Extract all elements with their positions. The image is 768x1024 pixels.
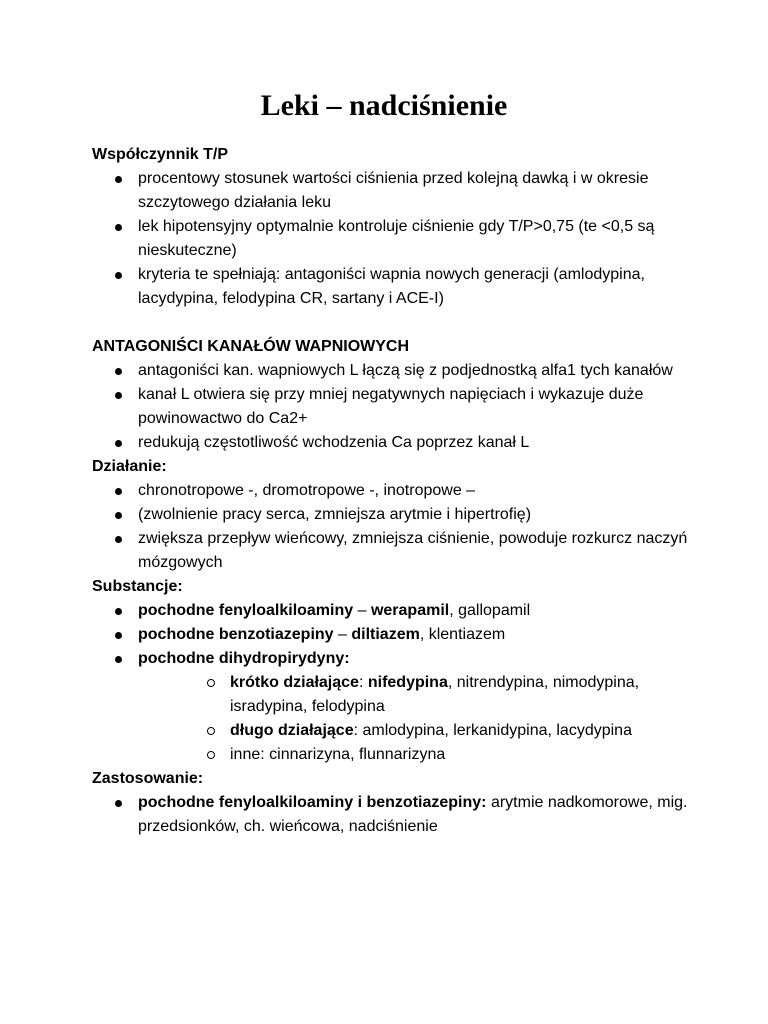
list-item: redukują częstotliwość wchodzenia Ca poprzez kanał L [92, 431, 692, 455]
bold-text: werapamil [370, 602, 450, 619]
sublist-item [138, 743, 692, 767]
bold-text: pochodne dihydropirydyny: [138, 650, 350, 667]
section-heading-tp: Współczynnik T/P [92, 146, 229, 163]
list-item: (zwolnienie pracy serca, zmniejsza arytmie i hipertrofię) [92, 503, 692, 527]
list-item [92, 791, 692, 839]
plain-text: , gallopamil [449, 602, 531, 619]
page-title: Leki – nadciśnienie [260, 89, 508, 122]
plain-text: arytmie nadkomorowe, mig. przedsionków, ch. wieńcowa, nadciśnienie [138, 794, 688, 835]
plain-text: : amlodypina, lerkanidypina, lacydypina [353, 722, 632, 739]
bold-text: pochodne fenyloalkiloaminy [138, 602, 354, 619]
plain-text: , klentiazem [419, 626, 506, 643]
bold-text: diltiazem [351, 626, 420, 643]
bold-text: krótko działające [230, 674, 359, 691]
calcium-antagonists-list [92, 359, 692, 455]
dihydropyridine-sublist [138, 671, 692, 767]
list-item [92, 599, 692, 623]
plain-text: – [333, 626, 352, 643]
section-heading-substances: Substancje: [92, 578, 183, 595]
list-item: kanał L otwiera się przy mniej negatywnych napięciach i wykazuje duże powinowactwo do Ca2+ [92, 383, 692, 431]
document-content [92, 143, 692, 839]
bold-text: długo działające [230, 722, 354, 739]
section-heading-calcium-antagonists: ANTAGONIŚCI KANAŁÓW WAPNIOWYCH [92, 338, 410, 355]
list-item [92, 623, 692, 647]
sublist-item [138, 671, 692, 719]
section-heading-action: Działanie: [92, 458, 167, 475]
list-item [92, 647, 692, 767]
plain-text: : [358, 674, 368, 691]
tp-list [92, 167, 692, 311]
sublist-item [138, 719, 692, 743]
plain-text: , nitrendypina, nimodypina, isradypina, felodypina [230, 674, 640, 715]
spacer [92, 311, 692, 335]
list-item: chronotropowe -, dromotropowe -, inotropowe – [92, 479, 692, 503]
bold-text: nifedypina [367, 674, 448, 691]
list-item: antagoniści kan. wapniowych L łączą się z podjednostką alfa1 tych kanałów [92, 359, 692, 383]
plain-text: inne: cinnarizyna, flunnarizyna [230, 746, 446, 763]
bold-text: pochodne fenyloalkiloaminy i benzotiazepiny: [138, 794, 487, 811]
list-item: procentowy stosunek wartości ciśnienia przed kolejną dawką i w okresie szczytowego działania leku [92, 167, 692, 215]
substances-list [92, 599, 692, 767]
action-list [92, 479, 692, 575]
application-list [92, 791, 692, 839]
section-heading-application: Zastosowanie: [92, 770, 204, 787]
list-item: zwiększa przepływ wieńcowy, zmniejsza ciśnienie, powoduje rozkurcz naczyń mózgowych [92, 527, 692, 575]
list-item: kryteria te spełniają: antagoniści wapnia nowych generacji (amlodypina, lacydypina, felodypina CR, sartany i ACE-I) [92, 263, 692, 311]
list-item: lek hipotensyjny optymalnie kontroluje ciśnienie gdy T/P>0,75 (te <0,5 są nieskuteczne) [92, 215, 692, 263]
plain-text: – [353, 602, 371, 619]
bold-text: pochodne benzotiazepiny [138, 626, 334, 643]
